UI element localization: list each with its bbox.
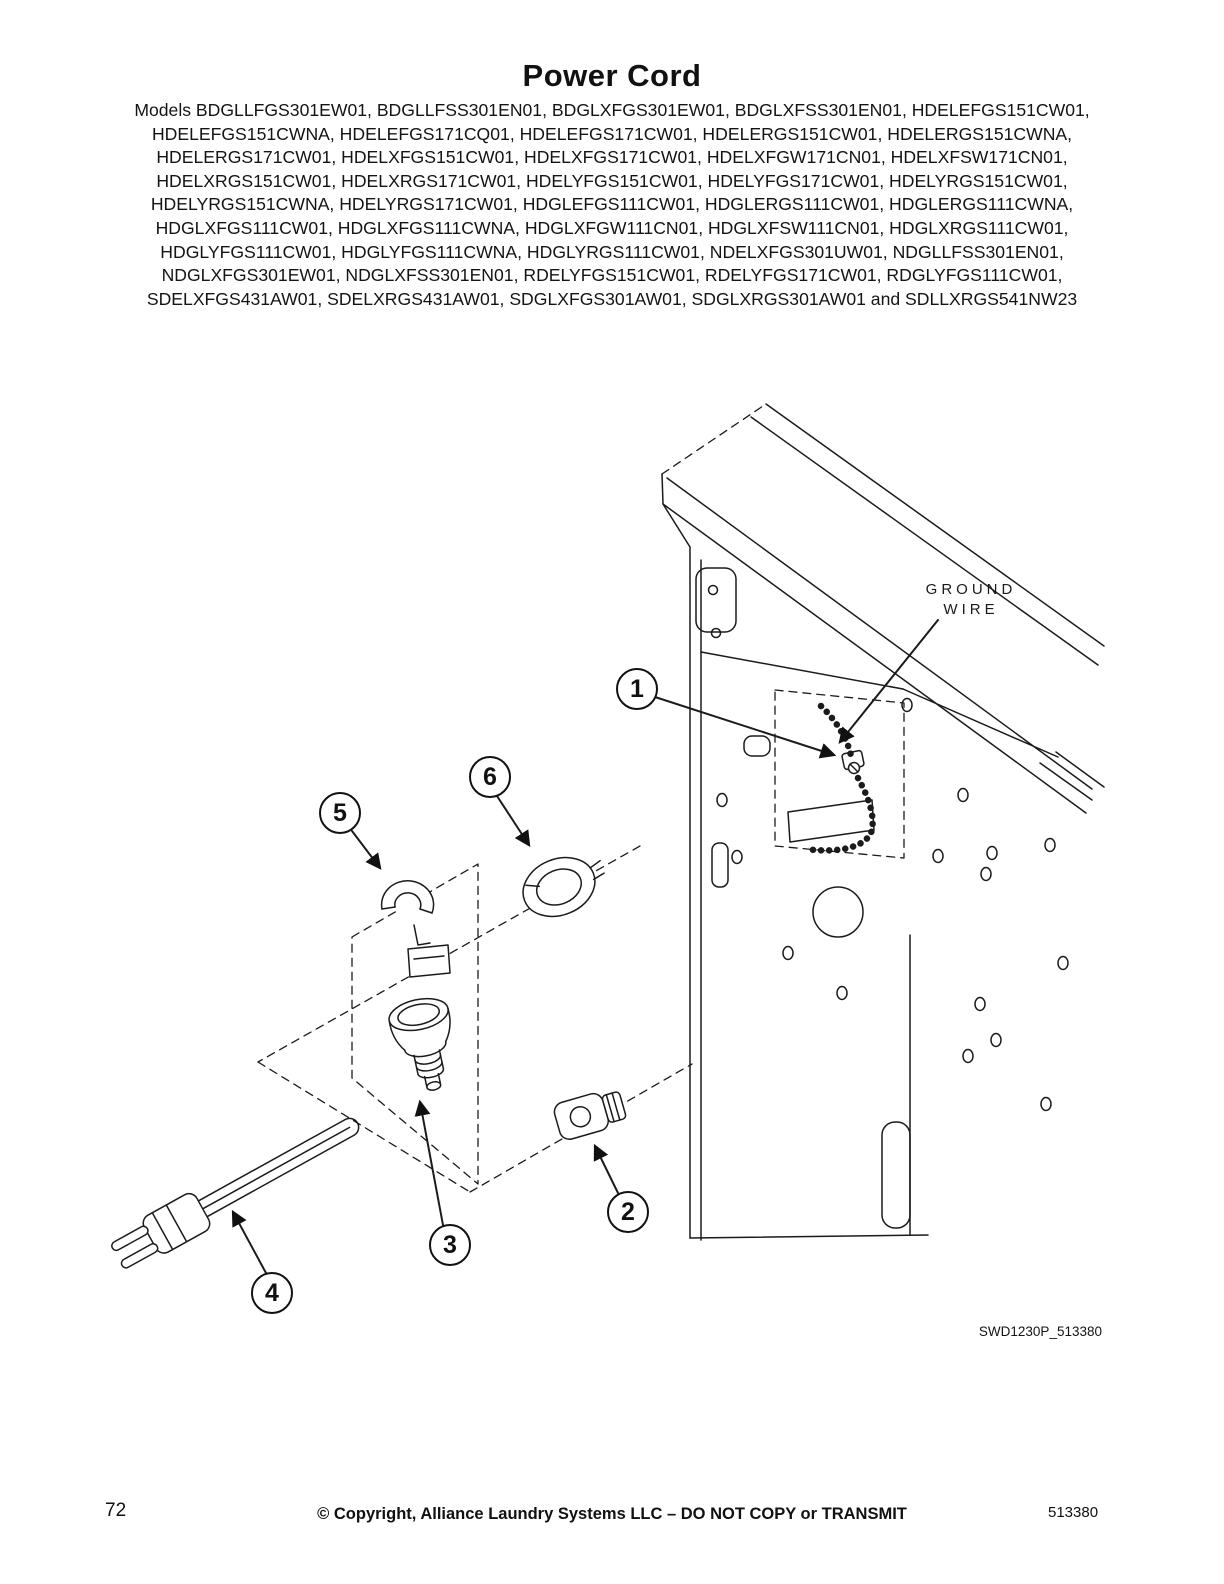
cabinet-panel-art: [662, 404, 1104, 1240]
callout-5: 5: [319, 792, 361, 834]
models-line: Models BDGLLFGS301EW01, BDGLLFSS301EN01, BDGLXFGS301EW01, BDGLXFSS301EN01, HDELEFGS151CW01,: [134, 100, 1090, 120]
callout-6: 6: [469, 756, 511, 798]
page-title: Power Cord: [522, 58, 702, 93]
ground-wire-label-line2: WIRE: [943, 601, 999, 618]
models-line: SDELXFGS431AW01, SDELXRGS431AW01, SDGLXFGS301AW01, SDGLXRGS301AW01 and SDLLXRGS541NW23: [146, 288, 1078, 309]
ground-wire-label: [905, 580, 1037, 620]
callout-2: 2: [607, 1191, 649, 1233]
models-line: HDGLYFGS111CW01, HDGLYFGS111CWNA, HDGLYRGS111CW01, NDELXFGS301UW01, NDGLLFSS301EN01,: [160, 241, 1064, 262]
panel-holes-art: [717, 699, 1068, 1111]
models-line: HDGLXFGS111CW01, HDGLXFGS111CWNA, HDGLXFGW111CN01, HDGLXFSW111CN01, HDGLXRGS111CW01,: [155, 217, 1069, 238]
models-line: HDELEFGS151CWNA, HDELEFGS171CQ01, HDELEFGS171CW01, HDELERGS151CW01, HDELERGS151CWNA,: [151, 123, 1073, 144]
ground-wire-art: [806, 706, 873, 850]
models-line: HDELERGS171CW01, HDELXFGS151CW01, HDELXFGS171CW01, HDELXFGW171CN01, HDELXFSW171CN01,: [156, 147, 1068, 168]
part-strain-relief-clamp: [382, 881, 450, 977]
callout-4: 4: [251, 1272, 293, 1314]
page-number: 72: [105, 1500, 127, 1521]
document-number: 513380: [1048, 1504, 1099, 1521]
ground-wire-label-line1: GROUND: [925, 581, 1017, 598]
part-cord-clip: [552, 1086, 628, 1141]
ground-wire-detail-region: [775, 690, 904, 858]
models-line: NDGLXFGS301EW01, NDGLXFSS301EN01, RDELYFGS151CW01, RDELYFGS171CW01, RDGLYFGS111CW01,: [161, 265, 1063, 286]
part-retaining-ring: [514, 843, 614, 927]
figure-caption: SWD1230P_513380: [978, 1324, 1102, 1339]
models-line: HDELXRGS151CW01, HDELXRGS171CW01, HDELYFGS151CW01, HDELYFGS171CW01, HDELYRGS151CW01,: [156, 170, 1068, 191]
callout-1: 1: [616, 668, 658, 710]
explode-projection-lines: [258, 846, 692, 1192]
part-power-cord: [107, 1105, 368, 1275]
callout-3: 3: [429, 1224, 471, 1266]
part-cord-bushing: [386, 994, 464, 1097]
models-line: HDELYRGS151CWNA, HDELYRGS171CW01, HDGLEFGS111CW01, HDGLERGS111CW01, HDGLERGS111CWNA,: [150, 194, 1074, 215]
copyright-notice: © Copyright, Alliance Laundry Systems LLC – DO NOT COPY or TRANSMIT: [317, 1505, 907, 1523]
